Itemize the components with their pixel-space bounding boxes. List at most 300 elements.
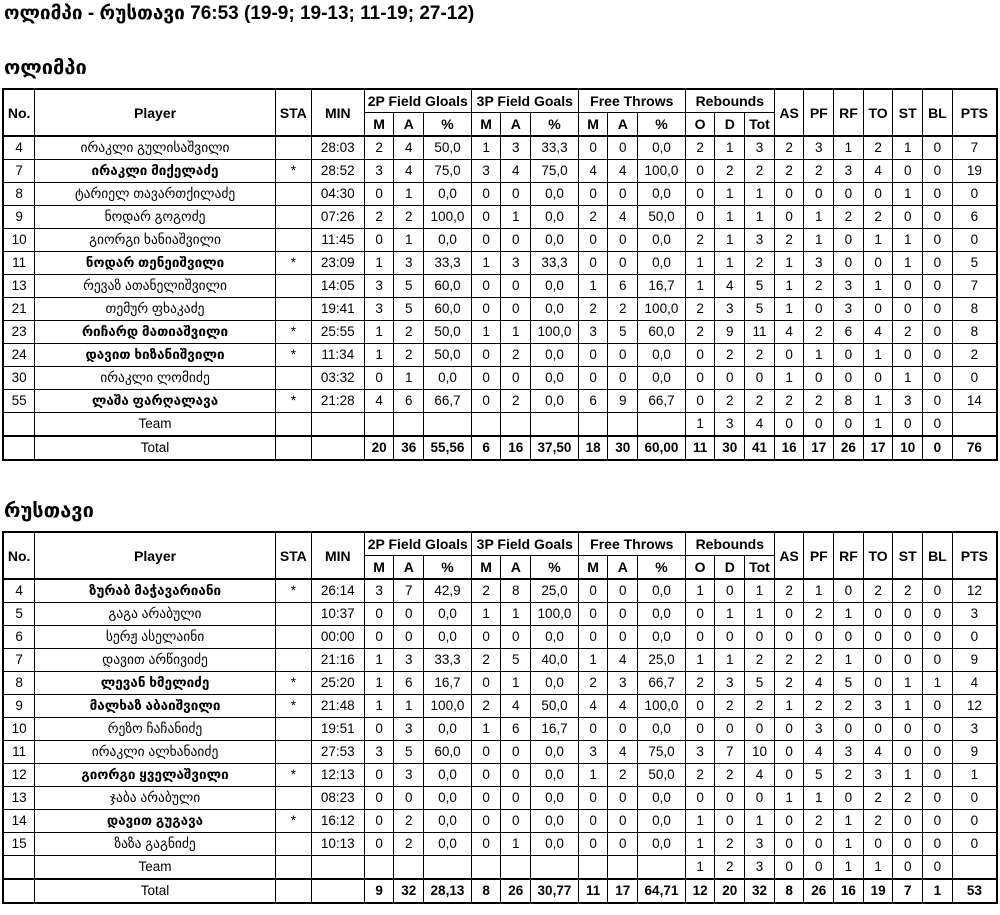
stat-cell: 0	[685, 603, 715, 626]
stat-cell: 0,0	[638, 718, 686, 741]
empty-cell	[311, 856, 364, 880]
stat-cell: 0	[834, 229, 864, 252]
stat-cell: 50,0	[424, 136, 472, 160]
stat-cell: 1	[578, 275, 608, 298]
minutes: 11:34	[311, 344, 364, 367]
stat-cell: 0	[608, 344, 638, 367]
stat-cell: 1	[863, 275, 893, 298]
table-row	[3, 718, 997, 741]
stat-cell: 0	[715, 787, 745, 810]
stat-cell: 75,0	[638, 741, 686, 764]
stat-cell: 0,0	[424, 229, 472, 252]
stat-cell: 0	[863, 367, 893, 390]
stat-cell: 3	[863, 764, 893, 787]
stat-cell: 2	[745, 160, 775, 183]
stat-cell: 75,0	[424, 160, 472, 183]
stat-cell: 0	[364, 603, 394, 626]
stat-cell: 8	[834, 390, 864, 413]
col-no: No.	[3, 532, 35, 579]
stat-cell: 3	[364, 160, 394, 183]
stat-cell: 0	[923, 275, 953, 298]
stat-cell: 0	[834, 367, 864, 390]
empty-cell	[275, 879, 311, 903]
stat-cell: 1	[685, 856, 715, 880]
stat-cell: 33,3	[424, 649, 472, 672]
stat-cell: 0,0	[531, 626, 579, 649]
stat-cell: 4	[578, 695, 608, 718]
total-label: Total	[35, 436, 276, 460]
empty-cell	[471, 413, 501, 437]
stat-cell: 2	[608, 298, 638, 321]
starter-mark: *	[275, 321, 311, 344]
table-row	[3, 695, 997, 718]
stat-cell: 0,0	[531, 672, 579, 695]
stat-cell: 20	[364, 436, 394, 460]
empty-cell	[424, 856, 472, 880]
stat-cell: 2	[863, 810, 893, 833]
minutes: 00:00	[311, 626, 364, 649]
stat-cell: 0	[834, 183, 864, 206]
stat-cell: 0	[471, 206, 501, 229]
stat-cell: 0	[774, 810, 804, 833]
sub-m: M	[578, 113, 608, 137]
starter-mark	[275, 649, 311, 672]
stat-cell: 0	[471, 367, 501, 390]
stat-cell: 1	[685, 649, 715, 672]
stat-cell: 0	[608, 603, 638, 626]
stat-cell: 2	[394, 833, 424, 856]
stat-cell: 17	[863, 436, 893, 460]
minutes: 04:30	[311, 183, 364, 206]
player-name: გიორგი ხანიაშვილი	[35, 229, 276, 252]
stat-cell: 3	[745, 856, 775, 880]
stat-cell: 0	[501, 367, 531, 390]
stat-cell: 0	[952, 787, 997, 810]
empty-cell	[311, 413, 364, 437]
stat-cell: 1	[501, 206, 531, 229]
stat-cell: 5	[608, 321, 638, 344]
stat-cell: 0	[471, 626, 501, 649]
empty-cell	[424, 413, 472, 437]
stat-cell: 0	[863, 833, 893, 856]
stat-cell: 1	[501, 672, 531, 695]
player-name: ტარიელ თავართქილაძე	[35, 183, 276, 206]
stat-cell: 8	[952, 298, 997, 321]
stat-cell: 0	[608, 833, 638, 856]
stat-cell: 1	[893, 672, 923, 695]
empty-cell	[394, 413, 424, 437]
stat-cell: 53	[952, 879, 997, 903]
stat-cell: 0	[685, 160, 715, 183]
stat-cell: 0,0	[638, 367, 686, 390]
stat-cell: 0	[685, 695, 715, 718]
stat-cell: 0,0	[424, 367, 472, 390]
stat-cell: 26	[804, 879, 834, 903]
player-name: გაგა არაბული	[35, 603, 276, 626]
stat-cell: 0,0	[531, 787, 579, 810]
stat-cell: 1	[774, 298, 804, 321]
stat-cell: 2	[774, 672, 804, 695]
stat-cell: 0,0	[531, 833, 579, 856]
stat-cell: 0	[923, 603, 953, 626]
stat-cell: 1	[471, 718, 501, 741]
starter-mark	[275, 718, 311, 741]
stat-cell: 3	[364, 579, 394, 603]
stat-cell: 0	[685, 787, 715, 810]
team-label: Team	[35, 856, 276, 880]
table-row	[3, 787, 997, 810]
stat-cell: 0	[952, 367, 997, 390]
stat-cell: 0,0	[531, 229, 579, 252]
empty-cell	[364, 856, 394, 880]
stat-cell: 0	[685, 206, 715, 229]
stat-cell: 4	[745, 764, 775, 787]
stat-cell: 0,0	[531, 367, 579, 390]
stat-cell: 1	[394, 183, 424, 206]
stat-cell: 1	[893, 764, 923, 787]
stat-cell: 0	[364, 810, 394, 833]
stat-cell: 0	[774, 206, 804, 229]
stat-cell: 3	[364, 298, 394, 321]
starter-mark: *	[275, 579, 311, 603]
stat-cell: 0	[893, 413, 923, 437]
stat-cell: 0,0	[424, 764, 472, 787]
stat-cell: 3	[501, 252, 531, 275]
stat-cell: 0	[364, 626, 394, 649]
stat-cell: 2	[863, 579, 893, 603]
stat-cell: 6	[471, 436, 501, 460]
stat-cell: 0,0	[424, 626, 472, 649]
player-name: მალხაზ აბაიშვილი	[35, 695, 276, 718]
stat-cell: 16	[501, 436, 531, 460]
stat-cell: 5	[394, 275, 424, 298]
stat-cell: 60,0	[638, 321, 686, 344]
stat-cell: 12	[952, 695, 997, 718]
stat-cell: 2	[578, 672, 608, 695]
stat-cell: 0	[863, 183, 893, 206]
stat-cell: 0	[834, 252, 864, 275]
table-row	[3, 321, 997, 344]
stat-cell: 5	[804, 764, 834, 787]
stat-cell: 16	[774, 436, 804, 460]
stat-cell: 0	[608, 183, 638, 206]
stat-cell: 0,0	[638, 603, 686, 626]
stat-cell: 0	[774, 413, 804, 437]
stat-cell: 9	[952, 741, 997, 764]
stat-cell: 50,0	[531, 695, 579, 718]
table-row	[3, 367, 997, 390]
stat-cell: 8	[774, 879, 804, 903]
col-st: ST	[893, 89, 923, 136]
stat-cell: 0	[471, 672, 501, 695]
stat-cell: 50,0	[424, 344, 472, 367]
stat-cell: 1	[501, 833, 531, 856]
minutes: 11:45	[311, 229, 364, 252]
stat-cell: 25,0	[531, 579, 579, 603]
empty-cell	[638, 856, 686, 880]
stat-cell: 0	[501, 810, 531, 833]
stat-cell: 0,0	[531, 344, 579, 367]
stat-cell: 0,0	[531, 741, 579, 764]
stat-cell: 0	[608, 718, 638, 741]
stat-cell: 3	[364, 275, 394, 298]
stat-cell: 3	[834, 275, 864, 298]
stat-cell: 3	[952, 718, 997, 741]
stat-cell: 4	[394, 136, 424, 160]
stat-cell: 0,0	[638, 626, 686, 649]
stat-cell: 1	[685, 833, 715, 856]
stat-cell: 0	[745, 626, 775, 649]
stat-cell: 1	[715, 206, 745, 229]
stat-cell: 16,7	[638, 275, 686, 298]
stat-cell: 100,0	[424, 695, 472, 718]
stat-cell: 0,0	[531, 206, 579, 229]
empty-cell	[952, 856, 997, 880]
stat-cell: 0	[863, 626, 893, 649]
stat-cell: 1	[834, 856, 864, 880]
stat-cell: 1	[893, 136, 923, 160]
stat-cell: 9	[364, 879, 394, 903]
stat-cell: 2	[893, 321, 923, 344]
player-name: სერჟ ასელაინი	[35, 626, 276, 649]
player-number: 10	[3, 718, 35, 741]
minutes: 19:51	[311, 718, 364, 741]
stat-cell: 2	[715, 344, 745, 367]
stat-cell: 0	[923, 649, 953, 672]
empty-cell	[608, 413, 638, 437]
player-number: 8	[3, 672, 35, 695]
col-pts: PTS	[952, 532, 997, 579]
stat-cell: 2	[804, 390, 834, 413]
stat-cell: 2	[745, 695, 775, 718]
stat-cell: 0	[471, 810, 501, 833]
stat-cell: 0	[923, 390, 953, 413]
stat-cell: 0	[501, 626, 531, 649]
col-min: MIN	[311, 89, 364, 136]
stat-cell: 2	[715, 856, 745, 880]
col-pts: PTS	[952, 89, 997, 136]
stat-cell: 1	[863, 390, 893, 413]
player-number: 14	[3, 810, 35, 833]
stat-cell: 0,0	[638, 579, 686, 603]
stat-cell: 10	[745, 741, 775, 764]
stat-cell: 0	[608, 136, 638, 160]
player-number: 4	[3, 579, 35, 603]
stat-cell: 19	[952, 160, 997, 183]
stat-cell: 0	[745, 718, 775, 741]
stat-cell: 3	[715, 413, 745, 437]
sub-tot: Tot	[745, 113, 775, 137]
stat-cell: 2	[394, 810, 424, 833]
stat-cell: 0	[863, 672, 893, 695]
stat-cell: 33,3	[531, 136, 579, 160]
stat-cell: 1	[863, 856, 893, 880]
minutes: 10:37	[311, 603, 364, 626]
stat-cell: 3	[834, 298, 864, 321]
stat-cell: 33,3	[424, 252, 472, 275]
player-number: 13	[3, 275, 35, 298]
stat-cell: 3	[685, 741, 715, 764]
stat-cell: 30	[608, 436, 638, 460]
stat-cell: 3	[863, 695, 893, 718]
stat-cell: 0	[952, 810, 997, 833]
stat-cell: 0	[471, 741, 501, 764]
stat-cell: 0	[501, 741, 531, 764]
stat-cell: 0	[893, 810, 923, 833]
sub-pct: %	[424, 113, 472, 137]
col-to: TO	[863, 532, 893, 579]
stat-cell: 0	[608, 579, 638, 603]
stat-cell: 0	[501, 764, 531, 787]
stat-cell: 10	[893, 436, 923, 460]
empty-cell	[311, 879, 364, 903]
stat-cell: 1	[715, 183, 745, 206]
stat-cell: 3	[804, 718, 834, 741]
stat-cell: 1	[471, 603, 501, 626]
stat-cell: 0,0	[531, 764, 579, 787]
minutes: 23:09	[311, 252, 364, 275]
stat-cell: 0	[923, 626, 953, 649]
stat-cell: 37,50	[531, 436, 579, 460]
sub-pct: %	[531, 113, 579, 137]
stat-cell: 2	[685, 136, 715, 160]
stat-cell: 64,71	[638, 879, 686, 903]
stat-cell: 4	[863, 160, 893, 183]
stat-cell: 2	[471, 695, 501, 718]
stat-cell: 1	[501, 321, 531, 344]
starter-mark: *	[275, 160, 311, 183]
stat-cell: 0	[893, 206, 923, 229]
stat-cell: 3	[394, 252, 424, 275]
player-name: თემურ ფხაკაძე	[35, 298, 276, 321]
stat-cell: 2	[804, 275, 834, 298]
col-group-2p: 2P Field Gloals	[364, 532, 471, 556]
team-row	[3, 413, 997, 437]
stat-cell: 100,0	[531, 603, 579, 626]
stat-cell: 1	[364, 252, 394, 275]
stat-cell: 0	[863, 298, 893, 321]
stat-cell: 2	[471, 579, 501, 603]
stat-cell: 7	[394, 579, 424, 603]
stat-cell: 0	[893, 160, 923, 183]
player-name: ნოდარ გოგოძე	[35, 206, 276, 229]
stat-cell: 1	[364, 344, 394, 367]
stat-cell: 1	[394, 695, 424, 718]
minutes: 27:53	[311, 741, 364, 764]
stat-cell: 1	[834, 136, 864, 160]
stat-cell: 0	[364, 787, 394, 810]
stat-cell: 0	[923, 436, 953, 460]
minutes: 25:20	[311, 672, 364, 695]
starter-mark	[275, 275, 311, 298]
stat-cell: 0	[578, 229, 608, 252]
stat-cell: 33,3	[531, 252, 579, 275]
table-row	[3, 252, 997, 275]
stat-cell: 4	[608, 741, 638, 764]
stat-cell: 4	[804, 672, 834, 695]
stat-cell: 0	[893, 275, 923, 298]
sub-m: M	[471, 113, 501, 137]
stat-cell: 2	[501, 344, 531, 367]
table-row	[3, 136, 997, 160]
stat-cell: 0,0	[638, 183, 686, 206]
player-number: 6	[3, 626, 35, 649]
stat-cell: 2	[774, 649, 804, 672]
player-name: ჯაბა არაბული	[35, 787, 276, 810]
stat-cell: 0,0	[638, 136, 686, 160]
table-row	[3, 672, 997, 695]
stat-cell: 17	[608, 879, 638, 903]
stat-cell: 100,0	[638, 298, 686, 321]
empty-cell	[311, 436, 364, 460]
col-group-ft: Free Throws	[578, 532, 685, 556]
col-no: No.	[3, 89, 35, 136]
stat-cell: 4	[952, 672, 997, 695]
sub-a: A	[394, 556, 424, 580]
stat-cell: 1	[834, 833, 864, 856]
stat-cell: 100,0	[424, 206, 472, 229]
stat-cell: 2	[863, 787, 893, 810]
stat-cell: 42,9	[424, 579, 472, 603]
stat-cell: 7	[715, 741, 745, 764]
stat-cell: 26	[501, 879, 531, 903]
player-number: 12	[3, 764, 35, 787]
table-row	[3, 603, 997, 626]
empty-cell	[501, 856, 531, 880]
stat-cell: 3	[608, 672, 638, 695]
stat-cell: 8	[471, 879, 501, 903]
player-number: 24	[3, 344, 35, 367]
stat-cell: 4	[774, 321, 804, 344]
stat-cell: 0	[501, 298, 531, 321]
stat-cell: 0	[923, 413, 953, 437]
stat-cell: 28,13	[424, 879, 472, 903]
stat-cell: 41	[745, 436, 775, 460]
empty-cell	[275, 436, 311, 460]
stat-cell: 3	[394, 649, 424, 672]
empty-cell	[952, 413, 997, 437]
boxscore-table-2	[2, 531, 998, 904]
stat-cell: 5	[394, 741, 424, 764]
stat-cell: 1	[715, 136, 745, 160]
stat-cell: 0	[471, 390, 501, 413]
stat-cell: 2	[863, 206, 893, 229]
stat-cell: 0	[774, 344, 804, 367]
sub-o: O	[685, 556, 715, 580]
stat-cell: 3	[804, 252, 834, 275]
stat-cell: 2	[578, 298, 608, 321]
stat-cell: 1	[774, 252, 804, 275]
stat-cell: 0	[863, 718, 893, 741]
stat-cell: 4	[608, 649, 638, 672]
stat-cell: 40,0	[531, 649, 579, 672]
stat-cell: 50,0	[638, 764, 686, 787]
stat-cell: 1	[715, 649, 745, 672]
stat-cell: 1	[893, 252, 923, 275]
stat-cell: 7	[952, 275, 997, 298]
col-group-reb: Rebounds	[685, 89, 774, 113]
stat-cell: 0,0	[638, 787, 686, 810]
sub-m: M	[578, 556, 608, 580]
stat-cell: 0	[923, 718, 953, 741]
stat-cell: 0,0	[638, 810, 686, 833]
minutes: 16:12	[311, 810, 364, 833]
stat-cell: 3	[394, 718, 424, 741]
col-player: Player	[35, 532, 276, 579]
col-group-ft: Free Throws	[578, 89, 685, 113]
stat-cell: 0	[834, 579, 864, 603]
stat-cell: 1	[745, 579, 775, 603]
